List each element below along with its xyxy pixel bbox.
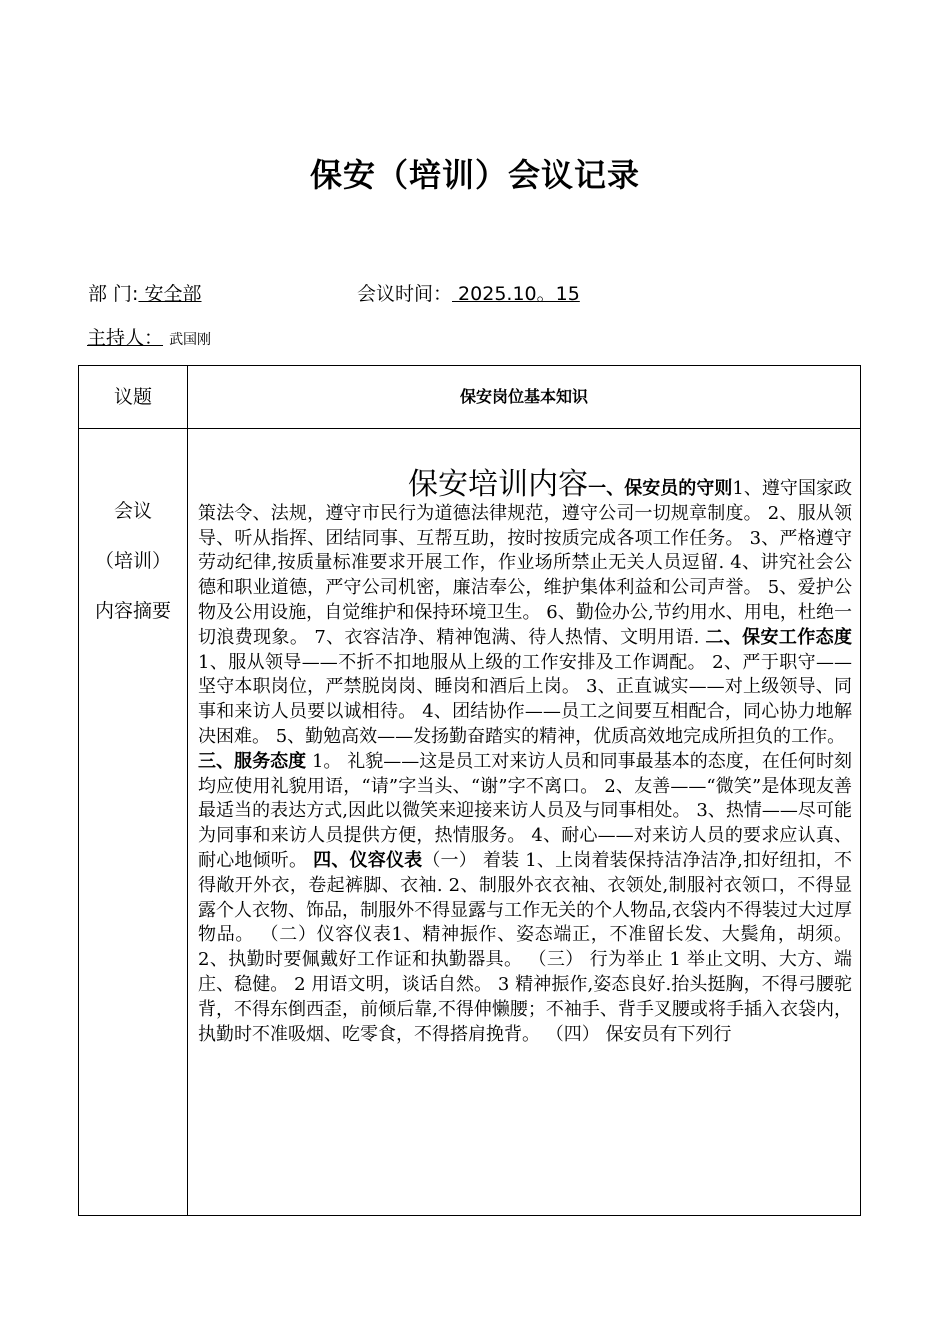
content-label-cell [79, 429, 188, 1216]
topic-row [79, 366, 861, 429]
section-2-heading: 二、保安工作态度 [705, 626, 852, 648]
section-1-heading: 一、保安员的守则 [588, 478, 733, 499]
topic-label: 议题 [113, 386, 152, 408]
meeting-time-value: 2025.10。15 [452, 283, 580, 305]
host-line [87, 323, 211, 350]
topic-value: 保安岗位基本知识 [459, 387, 588, 406]
host-value: 武国刚 [169, 332, 212, 348]
section-4-heading: 四、仪容仪表 [313, 849, 423, 871]
content-cell [188, 429, 861, 1216]
meeting-time-label: 会议时间： [357, 283, 453, 305]
content-label-line-2: （培训） [94, 550, 171, 572]
training-content [188, 429, 860, 1047]
content-title: 保安培训内容 [408, 467, 589, 502]
department-label: 部 门: [88, 283, 139, 305]
meeting-time-line [357, 279, 580, 306]
section-1-text: 1、遵守国家政策法令、法规，遵守市民行为道德法律规范，遵守公司一切规章制度。 2、服从领导、听从指挥、团结同事、互帮互助，按时按质完成各项工作任务。 3、严格遵守劳动纪律,按质量标准要求开展工作，作业场所禁止无关人员逗留. 4、讲究社会公德和职业道德，严守公司机密，廉洁奉公，维护集体利益和公司声誉。 5、爱护公物及公用设施，自觉维护和保持环境卫生。 6、勤俭办公,节约用水、用电，杜绝一切浪费现象。 7、衣容洁净、精神饱满、待人热情、文明用语. [198, 478, 853, 648]
department-line [88, 279, 202, 306]
content-row [79, 429, 861, 1216]
topic-value-cell [188, 366, 861, 429]
department-value: 安全部 [138, 283, 202, 305]
page-title: 保安（培训）会议记录 [309, 156, 640, 194]
content-label-line-1: 会议 [113, 500, 152, 522]
topic-label-cell [79, 366, 188, 429]
content-label-line-3: 内容摘要 [94, 600, 171, 622]
record-table [78, 365, 861, 1216]
section-4-text: （一） 着装 1、上岗着装保持洁净洁净,扣好纽扣，不得敞开外衣，卷起裤脚、衣袖. 2、制服外衣衣袖、衣领处,制服衬衣领口，不得显露个人衣物、饰品，制服外不得显露与工作无关的个人物品,衣袋内不得装过大过厚物品。 （二）仪容仪表1、精神振作、姿态端正，不准留长发、大鬓角，胡须。2、执勤时要佩戴好工作证和执勤器具。 （三） 行为举止 1 举止文明、大方、端庄、稳健。 2 用语文明，谈话自然。 3 精神振作,姿态良好.抬头挺胸，不得弓腰驼背，不得东倒西歪，前倾后靠,不得伸懒腰；不袖手、背手叉腰或将手插入衣袋内，执勤时不准吸烟、吃零食，不得搭肩挽背。 （四） 保安员有下列行 [198, 849, 853, 1045]
section-2-text: 1、服从领导——不折不扣地服从上级的工作安排及工作调配。 2、严于职守——坚守本职岗位，严禁脱岗岗、睡岗和酒后上岗。 3、正直诚实——对上级领导、同事和来访人员要以诚相待。 4、团结协作——员工之间要互相配合，同心协力地解决困难。 5、勤勉高效——发扬勤奋踏实的精神，优质高效地完成所担负的工作。 [198, 651, 852, 747]
section-3-heading: 三、服务态度 [198, 750, 307, 772]
section-3-text: 1。 礼貌——这是员工对来访人员和同事最基本的态度，在任何时刻均应使用礼貌用语，“请”字当头、“谢”字不离口。 2、友善——“微笑”是体现友善最适当的表达方式,因此以微笑来迎接来访人员及与同事相处。 3、热情——尽可能为同事和来访人员提供方便，热情服务。 4、耐心——对来访人员的要求应认真、耐心地倾听。 [198, 750, 852, 871]
host-label: 主持人： [87, 327, 164, 349]
